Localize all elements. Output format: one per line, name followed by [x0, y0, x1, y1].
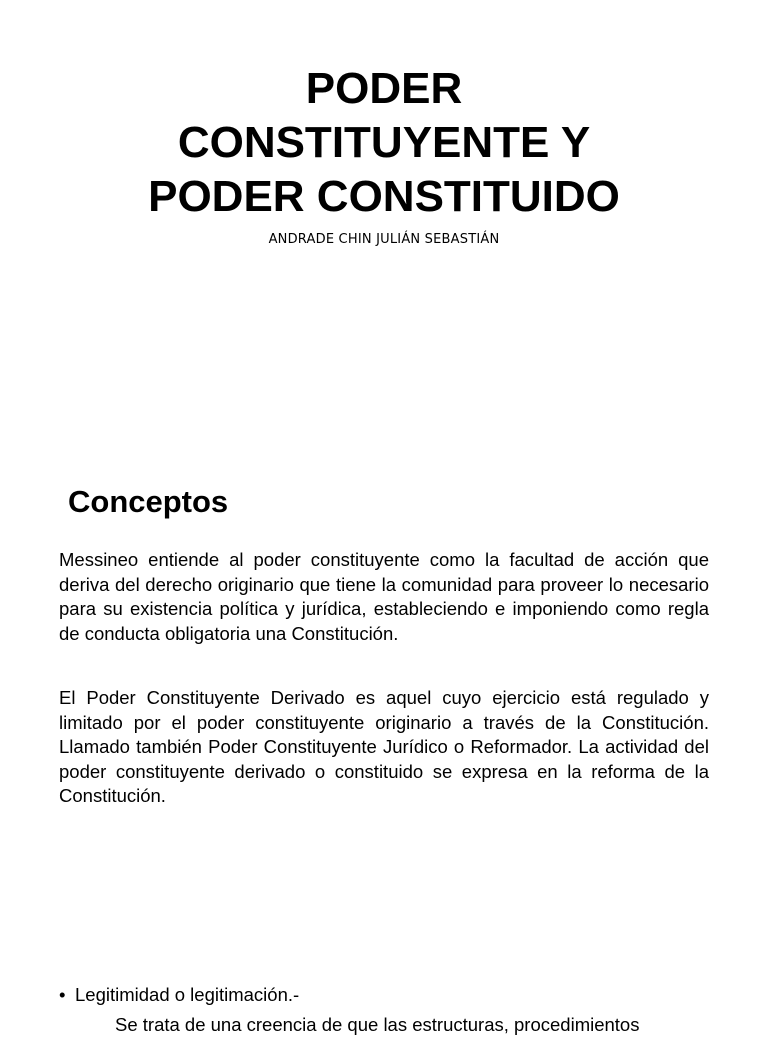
section-heading: Conceptos — [68, 484, 229, 519]
document-title: PODER CONSTITUYENTE Y PODER CONSTITUIDO — [148, 64, 620, 221]
paragraph-messineo: Messineo entiende al poder constituyente como la facultad de acción que deriva del derecho originario que tiene la comunidad para proveer lo necesario para su existencia política y jurídica, estableciendo e imponiendo como regla de conducta obligatoria una Constitución. — [59, 549, 709, 644]
author-name: ANDRADE CHIN JULIÁN SEBASTIÁN — [268, 232, 500, 247]
bullet-icon: • — [59, 984, 66, 1005]
bullet-text: Legitimidad o legitimación.- — [75, 984, 300, 1005]
bullet-item — [59, 983, 299, 1007]
paragraph-derivado: El Poder Constituyente Derivado es aquel cuyo ejercicio está regulado y limitado por el poder constituyente originario a través de la Constitución. Llamado también Poder Constituyente Jurídico o Reformador. La actividad del poder constituyente derivado o constituido se expresa en la reforma de la Constitución. — [59, 687, 709, 806]
cutoff-text-line: Se trata de una creencia de que las estructuras, procedimientos — [115, 1014, 640, 1035]
